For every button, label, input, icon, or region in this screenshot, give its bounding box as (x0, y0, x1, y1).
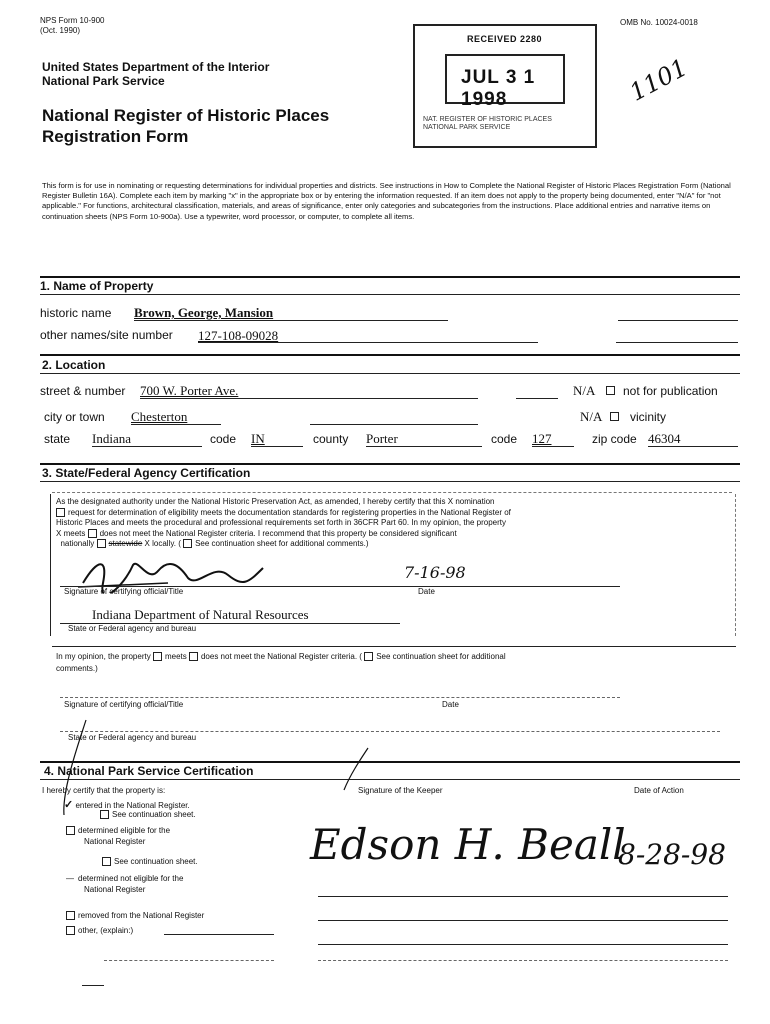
county-label: county (313, 432, 349, 446)
omb-number: OMB No. 10024-0018 (620, 18, 698, 27)
meets-label: meets (63, 528, 86, 538)
locally-x: X (144, 539, 150, 548)
see-continuation-2: See continuation sheet for additional (376, 652, 506, 661)
cert-para-2: request for determination of eligibility meets the documentation standards for registering properties in the National Register of (68, 507, 511, 517)
section-2-title: 2. Location (42, 358, 106, 372)
eligible-label-1: determined eligible for the (78, 826, 171, 835)
state-code-value: IN (251, 431, 265, 446)
other-names-label: other names/site number (40, 328, 173, 342)
historic-name-label: historic name (40, 306, 112, 320)
form-date: (Oct. 1990) (40, 26, 81, 35)
agency-value: Indiana Department of Natural Resources (92, 607, 309, 622)
county-code-label: code (491, 432, 518, 446)
locally-label: locally. ( (152, 539, 181, 548)
state-value: Indiana (92, 431, 131, 446)
cert-para-3: Historic Places and meets the procedural and professional requirements set forth in 36CFR Part 60. In my opinion, the property (56, 518, 507, 527)
cert-para-4: does not meet the National Register criteria. I recommend that this property be considered significant (99, 528, 457, 538)
stamp-received: RECEIVED 2280 (467, 34, 543, 44)
agency2-label: State or Federal agency and bureau (68, 733, 197, 742)
not-for-publication-label: not for publication (623, 384, 718, 398)
agency-label: State or Federal agency and bureau (68, 624, 197, 633)
entered-row: ✓ entered in the National Register. (64, 799, 190, 811)
section-1-title: 1. Name of Property (40, 279, 154, 293)
form-number: NPS Form 10-900 (40, 16, 105, 25)
county-value: Porter (366, 431, 398, 446)
meets2-label: meets (164, 652, 187, 661)
zip-value: 46304 (648, 431, 681, 446)
street-label: street & number (40, 384, 126, 398)
instructions: This form is for use in nominating or requesting determinations for individual properties and districts. See instructions in How to Complete the National Register of Historic Places Registration Form (National Register Bulletin 16A). Complete each item by marking "x" in the appropriate box or by entering the information requested. If an item does not apply to the property being documented, enter "N/A" for "not applicable." For functions, architectural classification, materials, and areas of significance, enter only categories and subcategories from the instructions. Place additional entries and narrative items on continuation sheets (NPS Form 10-900a). Use a typewriter, word processor, or computer, to complete all items. (42, 181, 731, 221)
na-publication: N/A (573, 383, 596, 398)
nationally-label: nationally (60, 539, 95, 548)
other-names-value: 127-108-09028 (198, 328, 279, 343)
signature-label: Signature of certifying official/Title (64, 587, 184, 596)
meets-x: X (56, 528, 62, 538)
comments-label: comments.) (56, 664, 98, 673)
action-date-value: 8-28-98 (618, 838, 726, 871)
cert-date-value: 7-16-98 (404, 563, 466, 582)
not-eligible-row: — determined not eligible for the (66, 874, 184, 883)
section-4-title: 4. National Park Service Certification (44, 764, 254, 778)
not-eligible-label-2: National Register (84, 885, 146, 894)
state-label: state (44, 432, 71, 446)
nomination-label: nomination (455, 497, 495, 506)
na-vicinity: N/A (580, 409, 603, 424)
opinion-label: In my opinion, the property (56, 652, 151, 661)
date-label: Date (418, 587, 435, 596)
keeper-label: Signature of the Keeper (358, 786, 443, 795)
stamp-date: JUL 3 1 1998 (461, 67, 536, 110)
form-title-2: Registration Form (42, 127, 189, 146)
nomination-x: X (447, 497, 454, 506)
entered-label: entered in the National Register. (75, 801, 190, 810)
statewide-label: statewide (108, 539, 143, 548)
see-continuation: See continuation sheet for additional comments.) (195, 539, 369, 548)
action-date-label: Date of Action (634, 786, 684, 795)
zip-label: zip code (592, 432, 637, 446)
form-title-1: National Register of Historic Places (42, 106, 330, 125)
department: United States Department of the Interior (42, 60, 270, 74)
not-meets2-label: does not meet the National Register criteria. ( (200, 652, 362, 661)
stamp-footer: NAT. REGISTER OF HISTORIC PLACES NATIONAL PARK SERVICE (423, 116, 552, 131)
city-value: Chesterton (131, 409, 188, 424)
handwritten-number: 1101 (625, 53, 693, 107)
code-label: code (210, 432, 237, 446)
county-code-value: 127 (532, 431, 552, 446)
date2-label: Date (442, 700, 459, 709)
historic-name-value: Brown, George, Mansion (134, 305, 274, 320)
signature2-label: Signature of certifying official/Title (64, 700, 184, 709)
service: National Park Service (42, 74, 165, 88)
vicinity-label: vicinity (630, 410, 667, 424)
keeper-signature: Edson H. Beall (310, 820, 626, 869)
removed-label: removed from the National Register (78, 911, 205, 920)
cert-para-1: As the designated authority under the National Historic Preservation Act, as amended, I hereby certify that this (56, 497, 446, 506)
eligible-label-2: National Register (84, 837, 146, 846)
see-cont-a: See continuation sheet. (112, 810, 196, 819)
certify-label: I hereby certify that the property is: (42, 786, 166, 795)
see-cont-b: See continuation sheet. (114, 857, 198, 866)
street-value: 700 W. Porter Ave. (140, 383, 239, 398)
city-label: city or town (44, 410, 105, 424)
other-label: other, (explain:) (78, 926, 134, 935)
section-3-title: 3. State/Federal Agency Certification (42, 466, 251, 480)
not-eligible-label-1: determined not eligible for the (78, 874, 184, 883)
